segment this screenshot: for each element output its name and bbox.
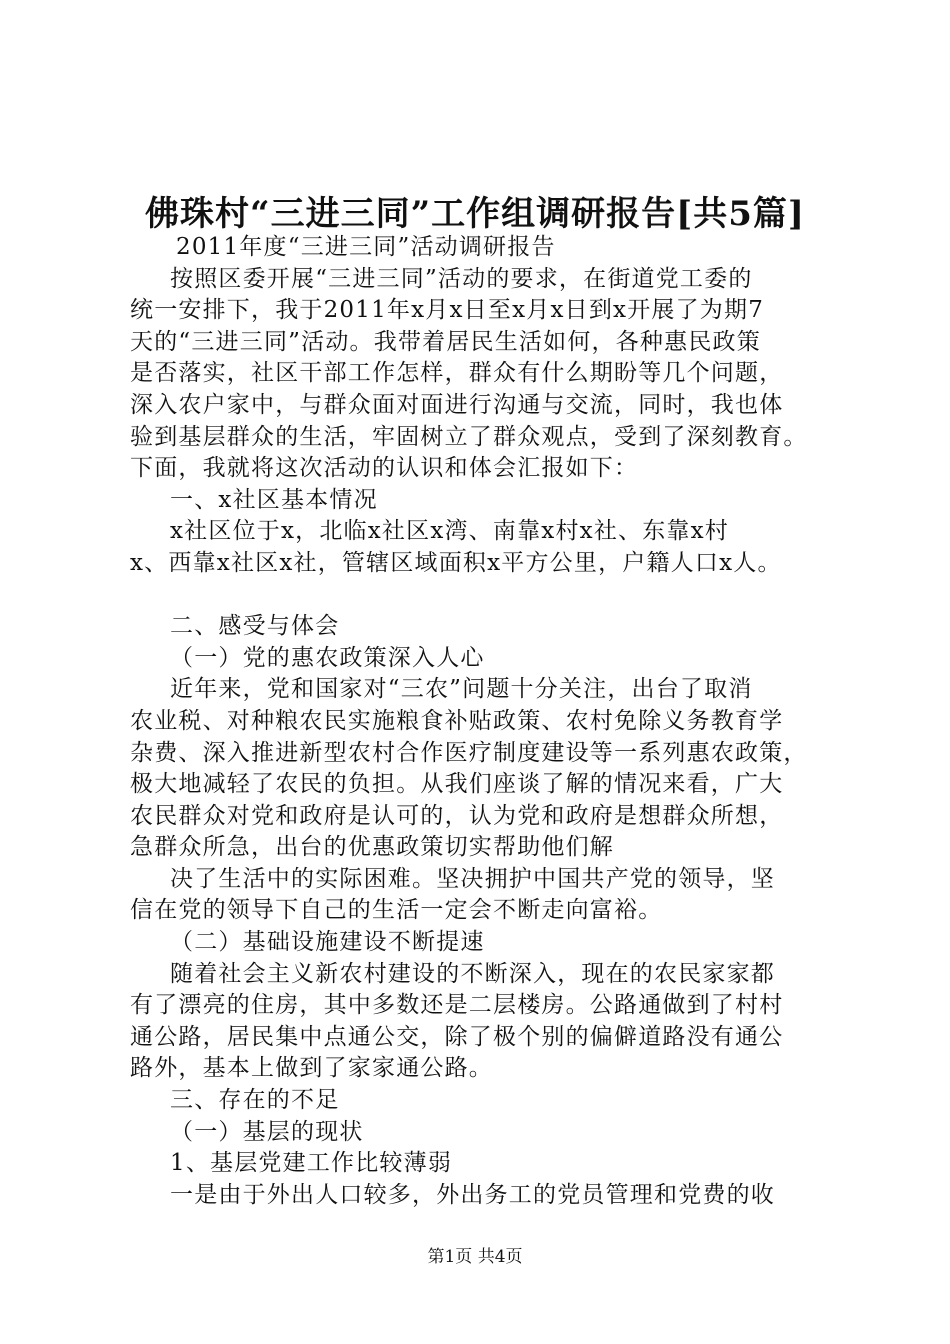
paragraph-line: 决了生活中的实际困难。坚决拥护中国共产党的领导，坚 bbox=[170, 865, 775, 892]
paragraph-line: x社区位于x，北临x社区x湾、南靠x村x社、东靠x村 bbox=[170, 518, 729, 545]
paragraph-line: 农业税、对种粮农民实施粮食补贴政策、农村免除义务教育学 bbox=[130, 707, 784, 734]
section-heading: 三、存在的不足 bbox=[170, 1087, 340, 1114]
paragraph-line: 按照区委开展“三进三同”活动的要求，在街道党工委的 bbox=[170, 265, 753, 292]
subsection-heading: （二）基础设施建设不断提速 bbox=[170, 929, 485, 956]
document-title: 佛珠村“三进三同”工作组调研报告[共5篇] bbox=[145, 194, 805, 234]
paragraph-line: 是否落实，社区干部工作怎样，群众有什么期盼等几个问题， bbox=[130, 360, 784, 387]
blank-line bbox=[130, 580, 830, 612]
paragraph-line: 有了漂亮的住房，其中多数还是二层楼房。公路通做到了村村 bbox=[130, 992, 784, 1019]
subtitle-line: 2011年度“三进三同”活动调研报告 bbox=[176, 234, 556, 260]
page-footer: 第1页 共4页 bbox=[427, 1247, 523, 1267]
paragraph-line: 随着社会主义新农村建设的不断深入，现在的农民家家都 bbox=[170, 960, 775, 987]
paragraph-line: x、西靠x社区x社，管辖区域面积x平方公里，户籍人口x人。 bbox=[130, 549, 782, 576]
paragraph-line: 农民群众对党和政府是认可的，认为党和政府是想群众所想， bbox=[130, 802, 784, 829]
paragraph-line: 通公路，居民集中点通公交，除了极个别的偏僻道路没有通公 bbox=[130, 1023, 784, 1050]
paragraph-line: 急群众所急，出台的优惠政策切实帮助他们解 bbox=[130, 834, 614, 861]
subsection-heading: （一）基层的现状 bbox=[170, 1118, 364, 1145]
paragraph-line: 下面，我就将这次活动的认识和体会汇报如下： bbox=[130, 455, 639, 482]
paragraph-line: 近年来，党和国家对“三农”问题十分关注，出台了取消 bbox=[170, 676, 753, 703]
paragraph-line: 极大地减轻了农民的负担。从我们座谈了解的情况来看，广大 bbox=[130, 771, 784, 798]
section-heading: 一、x社区基本情况 bbox=[170, 486, 378, 513]
document-body bbox=[130, 232, 830, 1211]
subsection-heading: （一）党的惠农政策深入人心 bbox=[170, 644, 485, 671]
paragraph-line: 深入农户家中，与群众面对面进行沟通与交流，同时，我也体 bbox=[130, 391, 784, 418]
list-heading: 1、基层党建工作比较薄弱 bbox=[170, 1150, 453, 1177]
paragraph-line: 一是由于外出人口较多，外出务工的党员管理和党费的收 bbox=[170, 1181, 775, 1208]
paragraph-line: 统一安排下，我于2011年x月x日至x月x日到x开展了为期7 bbox=[130, 297, 765, 324]
paragraph-line: 信在党的领导下自己的生活一定会不断走向富裕。 bbox=[130, 897, 663, 924]
paragraph-line: 路外，基本上做到了家家通公路。 bbox=[130, 1055, 493, 1082]
paragraph-line: 验到基层群众的生活，牢固树立了群众观点，受到了深刻教育。 bbox=[130, 423, 808, 450]
section-heading: 二、感受与体会 bbox=[170, 613, 340, 640]
paragraph-line: 杂费、深入推进新型农村合作医疗制度建设等一系列惠农政策， bbox=[130, 739, 808, 766]
paragraph-line: 天的“三进三同”活动。我带着居民生活如何，各种惠民政策 bbox=[130, 328, 761, 355]
